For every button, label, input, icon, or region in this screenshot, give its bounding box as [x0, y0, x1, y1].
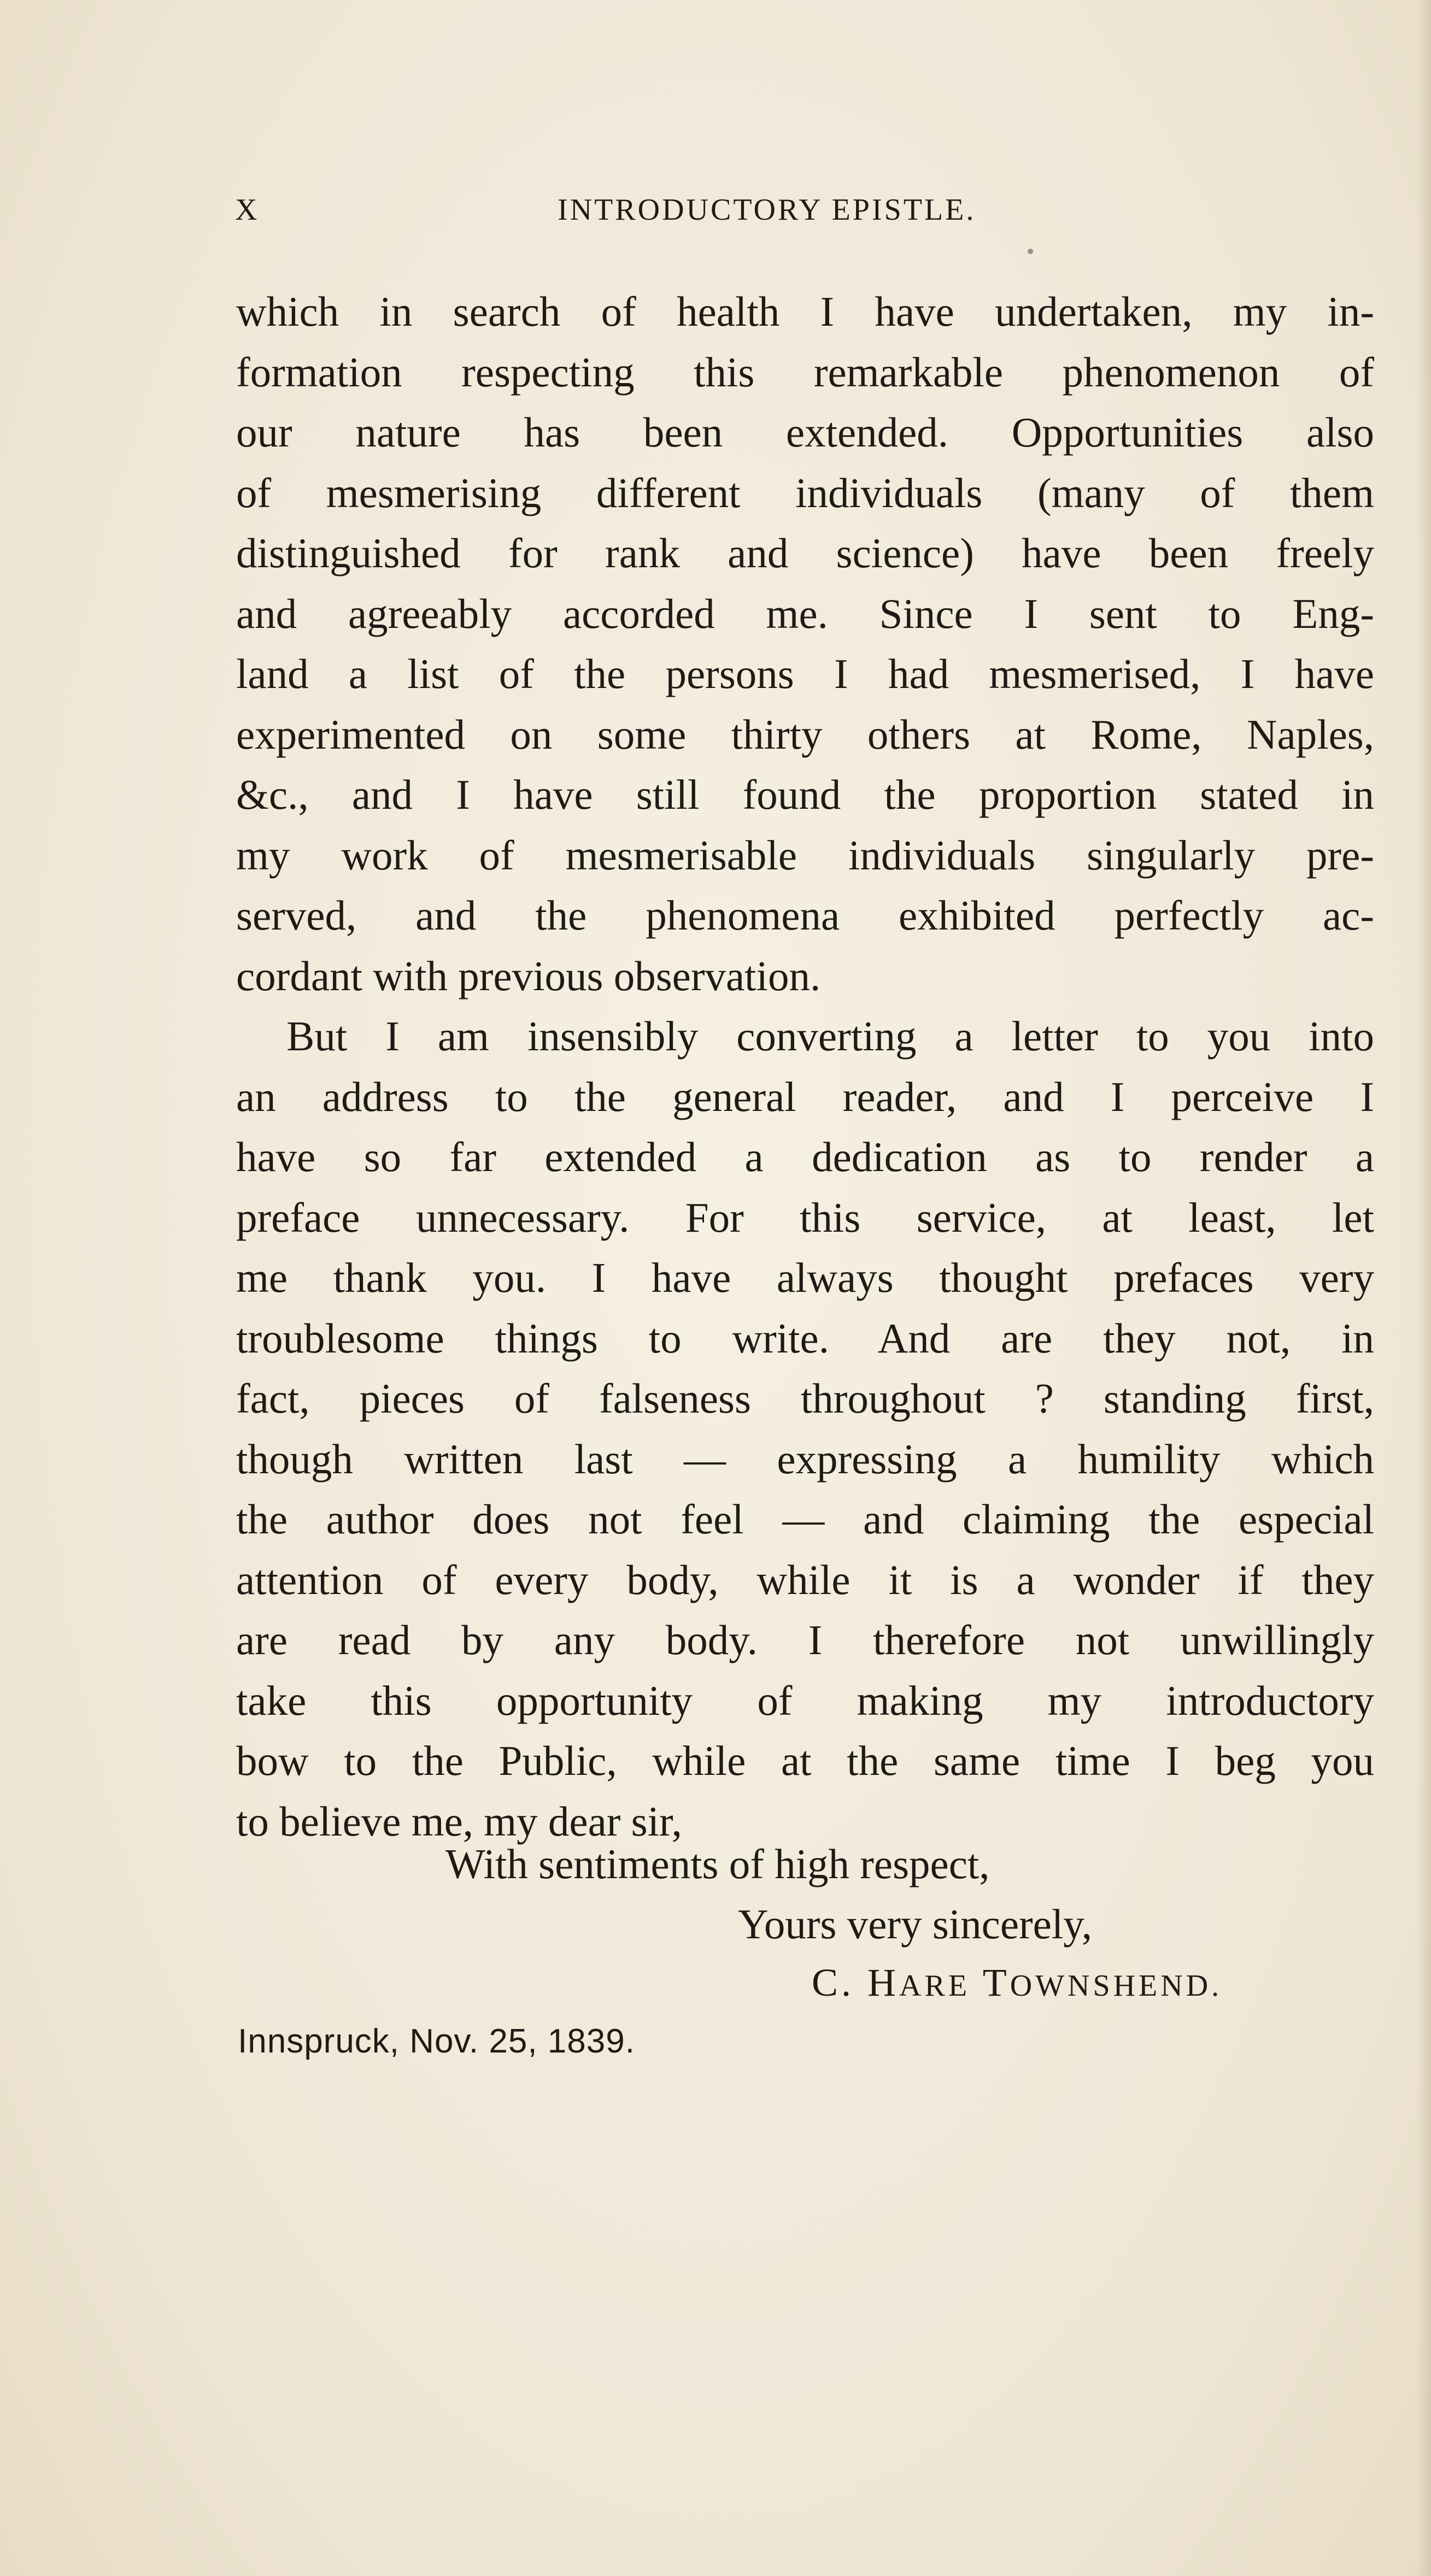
text-line: served, and the phenomena exhibited perfectly ac-	[236, 892, 1374, 939]
page-edge-shadow	[1417, 0, 1431, 2576]
valediction-line: Yours very sincerely,	[738, 1901, 1092, 1948]
text-line: distinguished for rank and science) have been freely	[236, 530, 1374, 577]
text-line: which in search of health I have undertaken, my in-	[236, 288, 1374, 335]
ink-smudge	[1028, 249, 1033, 254]
body-text	[236, 281, 1374, 1851]
text-line: have so far extended a dedication as to render a	[236, 1133, 1374, 1180]
text-line: troublesome things to write. And are they not, in	[236, 1314, 1374, 1362]
text-line: of mesmerising different individuals (many of them	[236, 469, 1374, 516]
text-line: land a list of the persons I had mesmerised, I have	[236, 650, 1374, 697]
text-line: preface unnecessary. For this service, at least, let	[236, 1193, 1374, 1241]
signature-part: T	[970, 1961, 1010, 2004]
text-line: our nature has been extended. Opportunities also	[236, 409, 1374, 456]
salutation-line: With sentiments of high respect,	[445, 1840, 990, 1887]
text-line: though written last — expressing a humility which	[236, 1435, 1374, 1483]
signature-small-caps: OWNSHEND.	[1010, 1969, 1223, 2003]
signature	[812, 1960, 1222, 2005]
running-head	[235, 192, 1077, 236]
page-number: X	[235, 193, 260, 227]
text-line: formation respecting this remarkable phenomenon of	[236, 348, 1374, 396]
text-line: take this opportunity of making my introductory	[236, 1677, 1374, 1724]
place-date: Innspruck, Nov. 25, 1839.	[238, 2022, 635, 2060]
text-line: my work of mesmerisable individuals singularly pre-	[236, 831, 1374, 879]
text-line: are read by any body. I therefore not unwillingly	[236, 1616, 1374, 1663]
text-line: fact, pieces of falseness throughout ? standing first,	[236, 1375, 1374, 1422]
text-line: an address to the general reader, and I perceive I	[236, 1073, 1374, 1120]
text-line: But I am insensibly converting a letter to you into	[286, 1013, 1374, 1060]
signature-small-caps: ARE	[899, 1969, 971, 2003]
signature-part: C. H	[812, 1961, 900, 2004]
text-line: experimented on some thirty others at Rome, Naples,	[236, 710, 1374, 758]
text-line: bow to the Public, while at the same time I beg you	[236, 1737, 1374, 1784]
text-line: and agreeably accorded me. Since I sent to Eng-	[236, 590, 1374, 637]
text-line: the author does not feel — and claiming the especial	[236, 1496, 1374, 1543]
text-line: attention of every body, while it is a wonder if they	[236, 1556, 1374, 1603]
text-line: me thank you. I have always thought prefaces very	[236, 1254, 1374, 1301]
header-title: INTRODUCTORY EPISTLE.	[558, 193, 976, 227]
text-line: &c., and I have still found the proportion stated in	[236, 771, 1374, 818]
text-line: to believe me, my dear sir,	[236, 1797, 682, 1845]
text-line: cordant with previous observation.	[236, 952, 821, 999]
